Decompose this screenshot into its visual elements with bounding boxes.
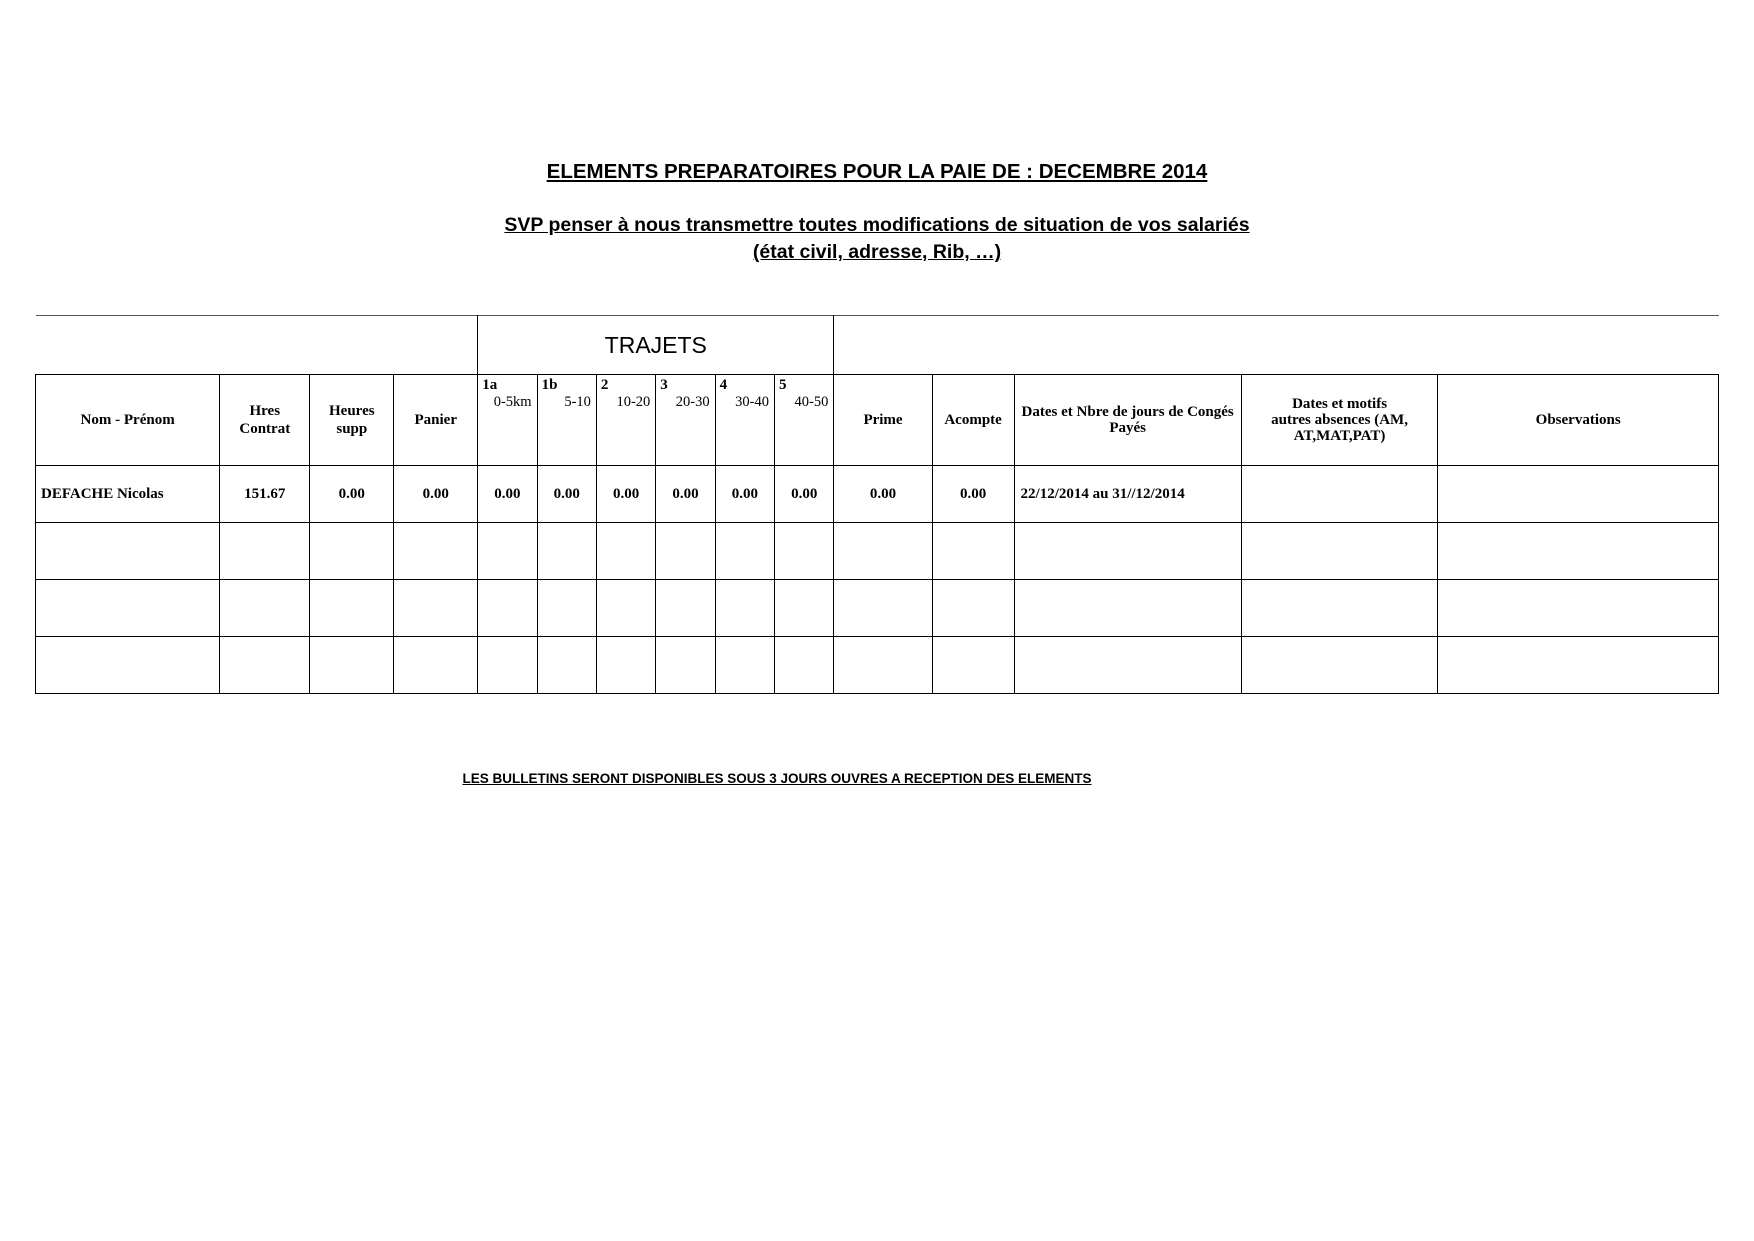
col-header-autres-absences bbox=[1241, 375, 1438, 466]
cell-autres-absences[interactable] bbox=[1241, 523, 1438, 580]
cell-acompte[interactable] bbox=[932, 637, 1014, 694]
trajet-range-3: 20-30 bbox=[675, 394, 710, 410]
trajet-code-3: 3 bbox=[660, 377, 668, 393]
cell-trajet-1b[interactable]: 0.00 bbox=[537, 466, 596, 523]
cell-heures-supp[interactable] bbox=[310, 637, 394, 694]
cell-autres-absences[interactable] bbox=[1241, 637, 1438, 694]
trajet-code-4: 4 bbox=[719, 377, 728, 393]
cell-heures-supp[interactable] bbox=[310, 580, 394, 637]
table-row[interactable] bbox=[36, 580, 1719, 637]
cell-autres-absences[interactable] bbox=[1241, 466, 1438, 523]
col-header-trajet-2 bbox=[596, 375, 655, 466]
cell-trajet-3[interactable] bbox=[656, 637, 715, 694]
col-header-trajet-1b bbox=[537, 375, 596, 466]
col-header-hres-contrat-line2: Contrat bbox=[239, 421, 291, 437]
cell-autres-absences[interactable] bbox=[1241, 580, 1438, 637]
cell-conges-payes[interactable] bbox=[1014, 580, 1241, 637]
col-header-nom-prenom: Nom - Prénom bbox=[36, 375, 220, 466]
cell-observations[interactable] bbox=[1438, 466, 1719, 523]
cell-panier[interactable]: 0.00 bbox=[394, 466, 478, 523]
cell-panier[interactable] bbox=[394, 523, 478, 580]
cell-trajet-1b[interactable] bbox=[537, 580, 596, 637]
cell-trajet-3[interactable]: 0.00 bbox=[656, 466, 715, 523]
cell-trajet-5[interactable] bbox=[775, 637, 834, 694]
payroll-table-wrapper bbox=[35, 315, 1719, 694]
col-header-trajet-5 bbox=[775, 375, 834, 466]
cell-hres-contrat[interactable] bbox=[220, 637, 310, 694]
cell-prime[interactable]: 0.00 bbox=[834, 466, 932, 523]
col-header-autres-absences-line3: AT,MAT,PAT) bbox=[1293, 428, 1386, 444]
cell-observations[interactable] bbox=[1438, 637, 1719, 694]
group-header-trajets: TRAJETS bbox=[478, 316, 834, 375]
col-header-hres-contrat bbox=[220, 375, 310, 466]
col-header-panier: Panier bbox=[394, 375, 478, 466]
cell-trajet-1b[interactable] bbox=[537, 523, 596, 580]
col-header-heures-supp-line1: Heures bbox=[329, 403, 375, 419]
cell-trajet-2[interactable] bbox=[596, 523, 655, 580]
cell-trajet-4[interactable]: 0.00 bbox=[715, 466, 774, 523]
cell-heures-supp[interactable] bbox=[310, 523, 394, 580]
table-row[interactable] bbox=[36, 637, 1719, 694]
table-row[interactable] bbox=[36, 523, 1719, 580]
trajet-code-5: 5 bbox=[779, 377, 787, 393]
col-header-conges-payes bbox=[1014, 375, 1241, 466]
cell-trajet-5[interactable] bbox=[775, 580, 834, 637]
cell-trajet-4[interactable] bbox=[715, 637, 774, 694]
cell-nom-prenom[interactable]: DEFACHE Nicolas bbox=[36, 466, 220, 523]
cell-hres-contrat[interactable] bbox=[220, 523, 310, 580]
payroll-table bbox=[35, 315, 1719, 694]
cell-prime[interactable] bbox=[834, 637, 932, 694]
col-header-heures-supp-line2: supp bbox=[336, 421, 368, 437]
subtitle-block bbox=[0, 212, 1754, 266]
cell-panier[interactable] bbox=[394, 637, 478, 694]
col-header-acompte: Acompte bbox=[932, 375, 1014, 466]
col-header-trajet-1a bbox=[478, 375, 537, 466]
cell-trajet-1a[interactable] bbox=[478, 580, 537, 637]
trajet-code-1b: 1b bbox=[541, 377, 558, 393]
cell-prime[interactable] bbox=[834, 523, 932, 580]
subtitle-line-1: SVP penser à nous transmettre toutes modifications de situation de vos salariés bbox=[504, 214, 1250, 236]
group-header-blank-right bbox=[834, 316, 1719, 375]
title-block bbox=[0, 160, 1754, 184]
footer-note: LES BULLETINS SERONT DISPONIBLES SOUS 3 JOURS OUVRES A RECEPTION DES ELEMENTS bbox=[462, 771, 1092, 786]
col-header-autres-absences-line1: Dates et motifs bbox=[1292, 396, 1388, 412]
trajet-range-4: 30-40 bbox=[735, 394, 769, 410]
table-row[interactable] bbox=[36, 466, 1719, 523]
page-title: ELEMENTS PREPARATOIRES POUR LA PAIE DE : DECEMBRE 2014 bbox=[546, 160, 1208, 183]
col-header-conges-payes-line2: Payés bbox=[1109, 420, 1146, 436]
cell-trajet-4[interactable] bbox=[715, 580, 774, 637]
cell-conges-payes[interactable] bbox=[1014, 523, 1241, 580]
col-header-trajet-4 bbox=[715, 375, 774, 466]
cell-trajet-5[interactable] bbox=[775, 523, 834, 580]
cell-observations[interactable] bbox=[1438, 523, 1719, 580]
trajet-range-5: 40-50 bbox=[794, 394, 829, 410]
cell-nom-prenom[interactable] bbox=[36, 637, 220, 694]
cell-trajet-5[interactable]: 0.00 bbox=[775, 466, 834, 523]
cell-trajet-3[interactable] bbox=[656, 580, 715, 637]
cell-trajet-2[interactable]: 0.00 bbox=[596, 466, 655, 523]
cell-trajet-1a[interactable] bbox=[478, 637, 537, 694]
cell-hres-contrat[interactable] bbox=[220, 580, 310, 637]
trajet-code-2: 2 bbox=[600, 377, 609, 393]
subtitle-line-2: (état civil, adresse, Rib, …) bbox=[752, 241, 1002, 263]
cell-observations[interactable] bbox=[1438, 580, 1719, 637]
footer-block bbox=[0, 770, 1754, 788]
cell-nom-prenom[interactable] bbox=[36, 580, 220, 637]
trajet-range-1a: 0-5km bbox=[493, 394, 532, 410]
cell-heures-supp[interactable]: 0.00 bbox=[310, 466, 394, 523]
trajet-range-2: 10-20 bbox=[616, 394, 651, 410]
cell-trajet-3[interactable] bbox=[656, 523, 715, 580]
col-header-heures-supp bbox=[310, 375, 394, 466]
group-header-row bbox=[36, 316, 1719, 375]
col-header-hres-contrat-line1: Hres bbox=[249, 403, 281, 419]
cell-trajet-2[interactable] bbox=[596, 637, 655, 694]
cell-conges-payes[interactable]: 22/12/2014 au 31//12/2014 bbox=[1014, 466, 1241, 523]
trajet-code-1a: 1a bbox=[482, 377, 498, 393]
col-header-autres-absences-line2: autres absences (AM, bbox=[1271, 412, 1408, 428]
cell-acompte[interactable] bbox=[932, 580, 1014, 637]
cell-trajet-1b[interactable] bbox=[537, 637, 596, 694]
trajet-range-1b: 5-10 bbox=[564, 394, 591, 410]
group-header-blank-left bbox=[36, 316, 478, 375]
col-header-observations: Observations bbox=[1438, 375, 1719, 466]
cell-hres-contrat[interactable]: 151.67 bbox=[220, 466, 310, 523]
cell-nom-prenom[interactable] bbox=[36, 523, 220, 580]
col-header-prime: Prime bbox=[834, 375, 932, 466]
column-header-row bbox=[36, 375, 1719, 466]
cell-trajet-4[interactable] bbox=[715, 523, 774, 580]
cell-acompte[interactable]: 0.00 bbox=[932, 466, 1014, 523]
cell-trajet-1a[interactable]: 0.00 bbox=[478, 466, 537, 523]
cell-conges-payes[interactable] bbox=[1014, 637, 1241, 694]
col-header-conges-payes-line1: Dates et Nbre de jours de Congés bbox=[1021, 404, 1234, 420]
cell-trajet-2[interactable] bbox=[596, 580, 655, 637]
cell-prime[interactable] bbox=[834, 580, 932, 637]
cell-trajet-1a[interactable] bbox=[478, 523, 537, 580]
cell-panier[interactable] bbox=[394, 580, 478, 637]
cell-acompte[interactable] bbox=[932, 523, 1014, 580]
col-header-trajet-3 bbox=[656, 375, 715, 466]
